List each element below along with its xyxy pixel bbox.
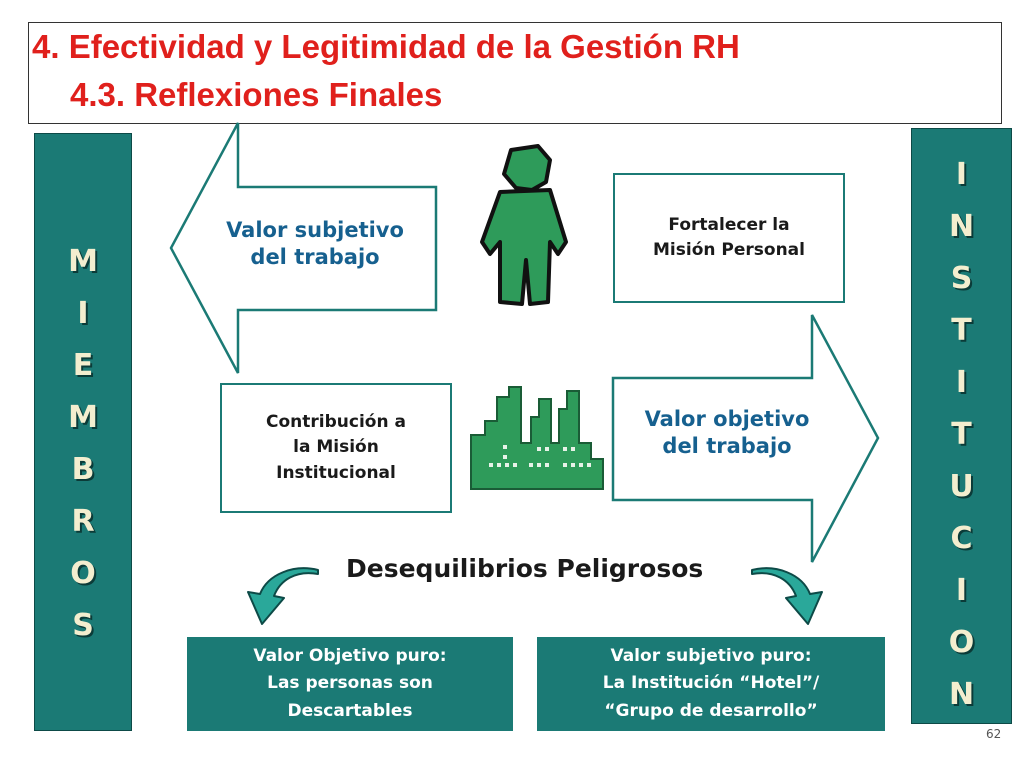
institucion-letter: N xyxy=(948,209,975,244)
institucion-letter: S xyxy=(950,261,973,296)
valor-objetivo-line2: del trabajo xyxy=(662,434,792,459)
miembros-letter: O xyxy=(70,556,96,591)
desequilibrios-heading: Desequilibrios Peligrosos xyxy=(346,554,704,583)
fortalecer-line1: Fortalecer la xyxy=(668,214,790,235)
bottom-left-line2: Las personas son xyxy=(267,673,433,694)
contribucion-mision-box xyxy=(220,383,452,513)
fortalecer-mision-box xyxy=(613,173,845,303)
institucion-letter: T xyxy=(951,417,972,452)
institucion-letter: C xyxy=(950,521,973,556)
contribucion-line3: Institucional xyxy=(276,462,396,483)
institucion-letter: O xyxy=(948,625,975,660)
contribucion-line2: la Misión xyxy=(293,437,379,458)
institucion-letter: I xyxy=(955,157,968,192)
bottom-right-line1: Valor subjetivo puro: xyxy=(610,646,812,667)
institucion-letter: U xyxy=(949,469,974,504)
institucion-bar xyxy=(911,128,1012,724)
miembros-letter: B xyxy=(71,452,95,487)
miembros-letter: R xyxy=(71,504,95,539)
institucion-letter: T xyxy=(951,313,972,348)
valor-objetivo-line1: Valor objetivo xyxy=(644,407,810,431)
valor-subjetivo-line2: del trabajo xyxy=(250,245,380,270)
valor-subjetivo-label xyxy=(200,217,430,272)
fortalecer-line2: Misión Personal xyxy=(653,240,805,260)
institucion-letter: I xyxy=(955,573,968,608)
title-line-1: 4. Efectividad y Legitimidad de la Gestión RH xyxy=(32,28,740,65)
valor-subjetivo-line1: Valor subjetivo xyxy=(226,218,404,242)
miembros-letter: E xyxy=(72,348,94,383)
curved-arrow-left-icon xyxy=(244,566,324,628)
title-line-2: 4.3. Reflexiones Finales xyxy=(70,76,443,113)
institucion-letter: N xyxy=(948,677,975,712)
miembros-letter: M xyxy=(68,400,98,435)
bottom-left-line3: Descartables xyxy=(287,700,413,721)
bottom-left-line1: Valor Objetivo puro: xyxy=(253,646,447,667)
valor-subjetivo-puro-box xyxy=(537,637,885,731)
person-icon xyxy=(476,142,572,308)
contribucion-line1: Contribución a xyxy=(266,411,406,432)
factory-icon xyxy=(467,383,607,493)
bottom-right-line2: La Institución “Hotel”/ xyxy=(602,673,820,694)
valor-objetivo-label xyxy=(612,406,842,461)
curved-arrow-right-icon xyxy=(746,566,826,628)
page-number: 62 xyxy=(986,727,1002,741)
bottom-right-line3: “Grupo de desarrollo” xyxy=(604,700,818,721)
miembros-bar xyxy=(34,133,132,731)
valor-objetivo-puro-box xyxy=(187,637,513,731)
institucion-letter: I xyxy=(955,365,968,400)
miembros-letter: I xyxy=(77,296,89,331)
miembros-letter: S xyxy=(72,608,94,643)
miembros-letter: M xyxy=(68,244,98,279)
